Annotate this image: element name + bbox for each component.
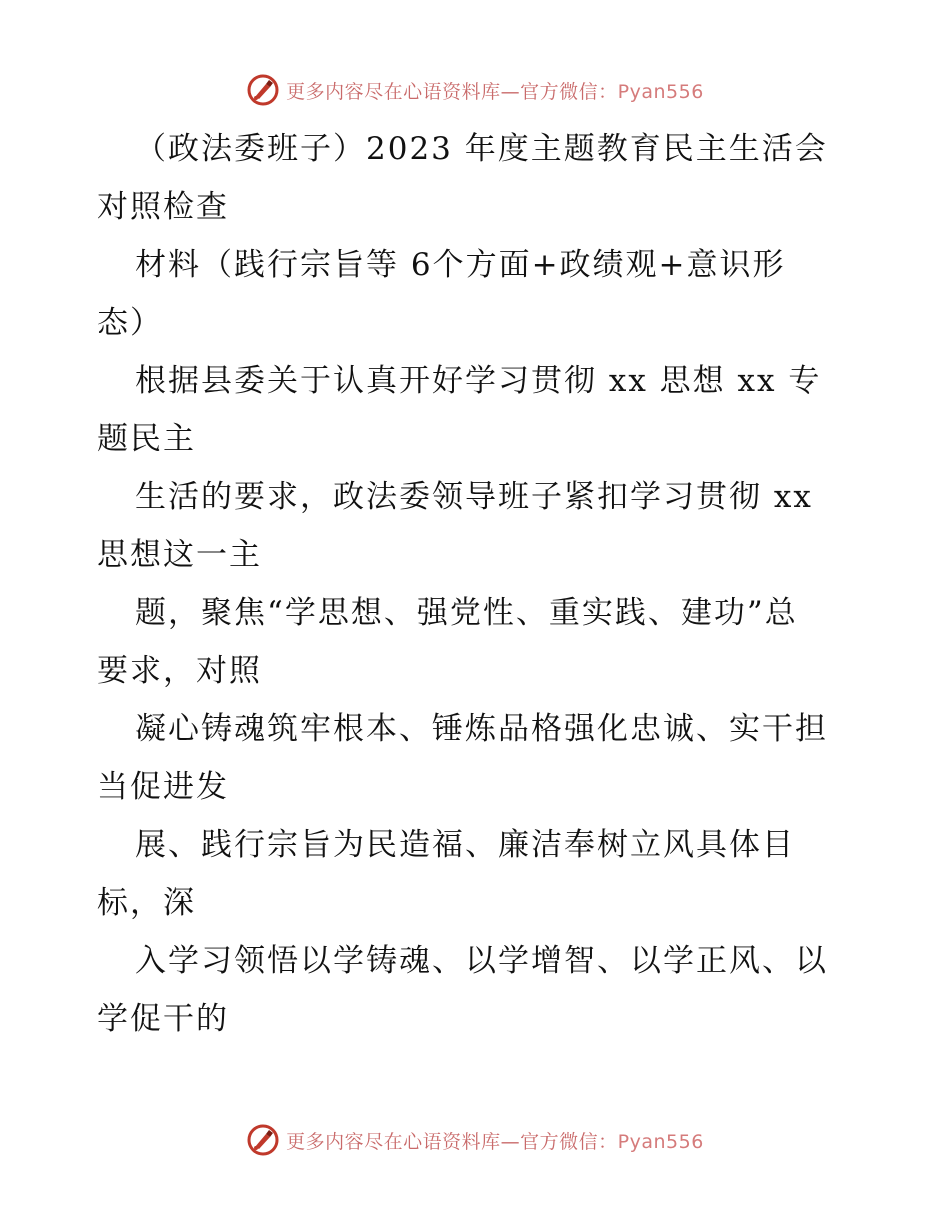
paragraph-line: 展、践行宗旨为民造福、廉洁奉树立风具体目 [135,827,795,863]
paragraph-line: 要求，对照 [97,653,262,689]
paragraph-line: 题民主 [97,421,196,457]
title-line-1: （政法委班子）2023 年度主题教育民主生活会 [135,131,828,167]
header-watermark [0,70,950,110]
paragraph-line: 入学习领悟以学铸魂、以学增智、以学正风、以 [135,943,828,979]
paragraph-line: 根据县委关于认真开好学习贯彻 xx 思想 xx 专 [135,363,822,399]
document-body [97,120,857,1048]
paragraph-line: 学促干的 [97,1001,229,1037]
paragraph-line: 题，聚焦“学思想、强党性、重实践、建功”总 [135,595,798,631]
paragraph-line: 思想这一主 [97,537,262,573]
watermark-text: 更多内容尽在心语资料库—官方微信：Pyan556 [286,80,704,103]
paragraph-line: 标，深 [97,885,196,921]
watermark-text: 更多内容尽在心语资料库—官方微信：Pyan556 [286,1130,704,1153]
watermark-wechat-id: Pyan556 [617,1130,704,1153]
title-line-3: 材料（践行宗旨等 6个方面+政绩观+意识形 [135,247,786,283]
watermark-wechat-id: Pyan556 [617,80,704,103]
paragraph-line: 凝心铸魂筑牢根本、锤炼品格强化忠诚、实干担 [135,711,828,747]
title-line-2: 对照检查 [97,189,229,225]
paragraph-line: 生活的要求，政法委领导班子紧扣学习贯彻 xx [135,479,813,515]
pen-logo-icon [246,73,280,107]
title-line-4: 态） [97,305,163,341]
footer-watermark [0,1120,950,1160]
paragraph-line: 当促进发 [97,769,229,805]
pen-logo-icon [246,1123,280,1157]
